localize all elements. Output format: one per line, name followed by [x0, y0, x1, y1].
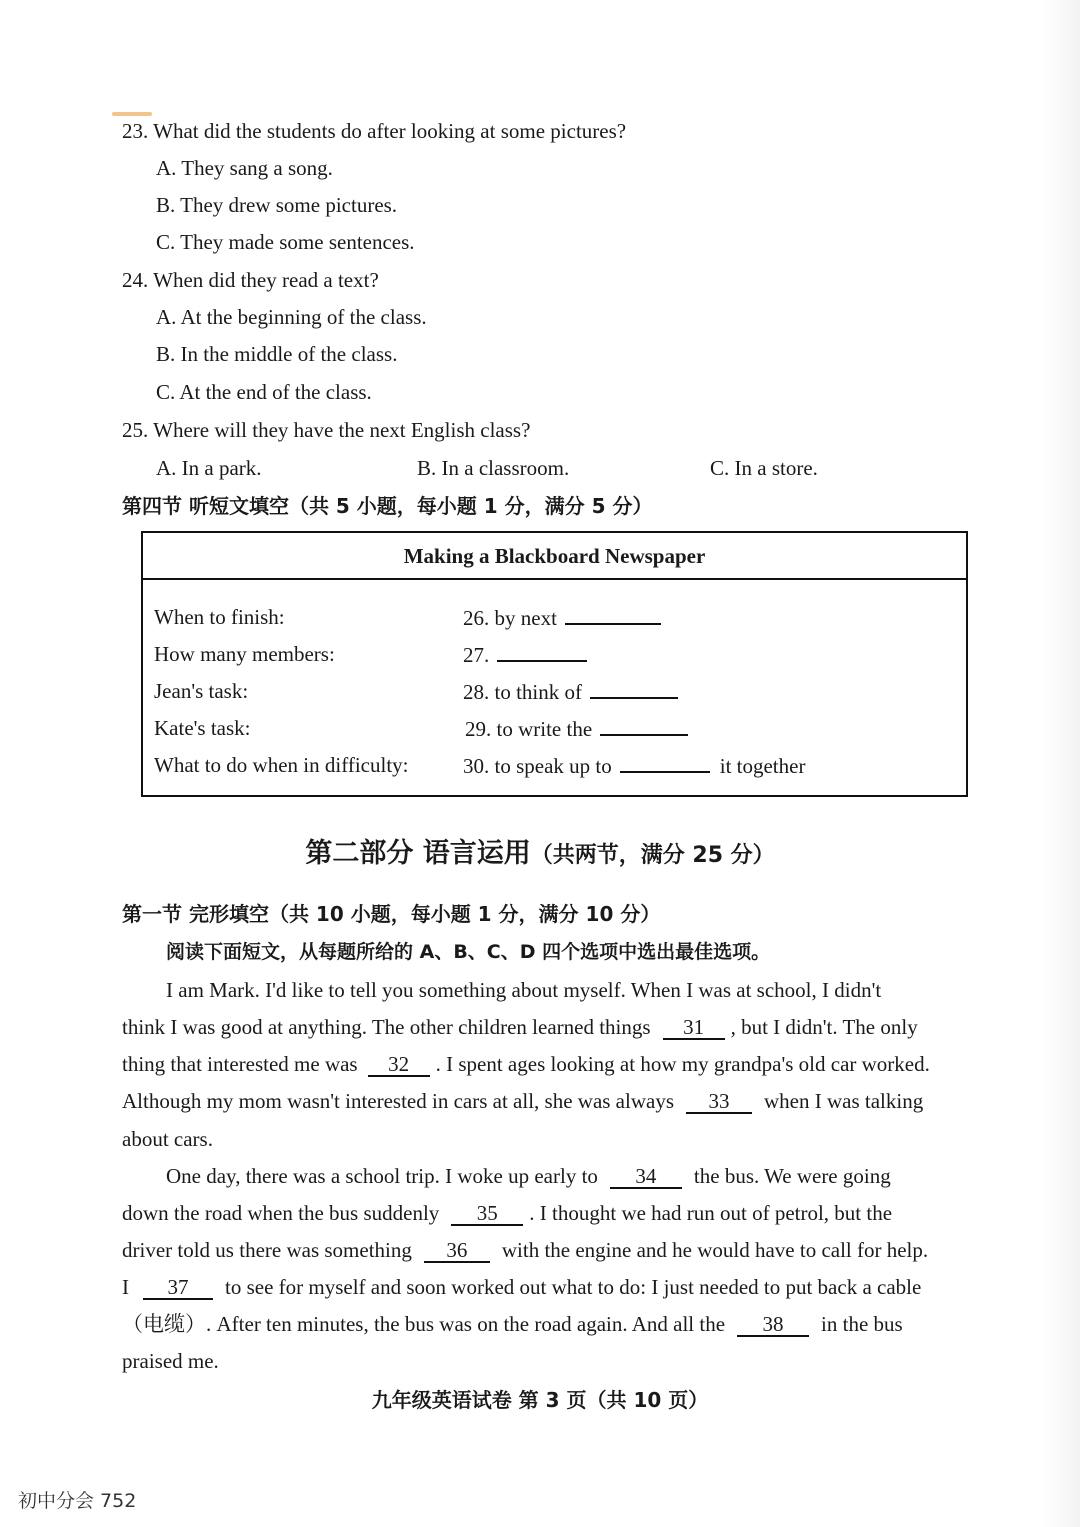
- passage-text: when I was talking: [764, 1089, 924, 1113]
- question-23: 23. What did the students do after looking at some pictures?: [122, 119, 627, 143]
- passage-text: driver told us there was something: [122, 1238, 412, 1262]
- passage-line-9: [122, 1274, 921, 1300]
- section4-title: 第四节 听短文填空（共 5 小题，每小题 1 分，满分 5 分）: [122, 494, 653, 518]
- item-30-after: it together: [719, 754, 806, 778]
- part2-main: 第二部分 语言运用: [305, 838, 531, 869]
- part2-sub: （共两节，满分 25 分）: [530, 843, 775, 868]
- passage-line-6: [166, 1163, 891, 1189]
- table-label-2: How many members:: [154, 642, 335, 666]
- passage-text: in the bus: [821, 1312, 903, 1336]
- blank-28: [590, 679, 678, 699]
- q23-option-c: C. They made some sentences.: [156, 230, 415, 254]
- table-title: Making a Blackboard Newspaper: [143, 533, 966, 580]
- passage-text: . I thought we had run out of petrol, but the: [529, 1201, 893, 1225]
- table-label-1: When to finish:: [154, 605, 285, 629]
- passage-line-3: [122, 1051, 930, 1077]
- item-30-text: 30. to speak up to: [463, 754, 612, 778]
- watermark-text: 初中分会 752: [18, 1490, 137, 1512]
- table-item-30: [463, 753, 805, 779]
- q23-option-b: B. They drew some pictures.: [156, 193, 398, 217]
- page-edge-shadow: [1040, 0, 1080, 1527]
- passage-text: . I spent ages looking at how my grandpa's old car worked.: [435, 1052, 930, 1076]
- passage-line-11: praised me.: [122, 1349, 219, 1373]
- table-item-29: [465, 716, 688, 742]
- passage-line-2: [122, 1014, 918, 1040]
- q24-option-a: A. At the beginning of the class.: [156, 305, 427, 329]
- passage-text: （电缆）. After ten minutes, the bus was on the road again. And all the: [122, 1312, 726, 1336]
- table-label-3: Jean's task:: [154, 679, 249, 703]
- blank-32: 32: [368, 1053, 430, 1077]
- blank-30: [620, 753, 710, 773]
- item-28-text: 28. to think of: [463, 680, 582, 704]
- q24-option-b: B. In the middle of the class.: [156, 342, 398, 366]
- page-footer: 九年级英语试卷 第 3 页（共 10 页）: [371, 1388, 709, 1412]
- section1-title: 第一节 完形填空（共 10 小题，每小题 1 分，满分 10 分）: [122, 902, 661, 926]
- blank-27: [497, 642, 587, 662]
- question-24: 24. When did they read a text?: [122, 268, 379, 292]
- passage-line-1: I am Mark. I'd like to tell you something about myself. When I was at school, I didn't: [166, 978, 882, 1002]
- passage-line-7: [122, 1200, 892, 1226]
- blank-29: [600, 716, 688, 736]
- question-25: 25. Where will they have the next English class?: [122, 418, 531, 442]
- passage-text: One day, there was a school trip. I woke up early to: [166, 1164, 598, 1188]
- passage-text: I: [122, 1275, 129, 1299]
- passage-line-8: [122, 1237, 928, 1263]
- passage-text: to see for myself and soon worked out what to do: I just needed to put back a cable: [225, 1275, 922, 1299]
- note-table: [141, 531, 968, 797]
- q25-option-a: A. In a park.: [156, 456, 262, 480]
- blank-34: 34: [610, 1165, 682, 1189]
- q23-option-a: A. They sang a song.: [156, 156, 333, 180]
- q25-option-b: B. In a classroom.: [417, 456, 570, 480]
- passage-text: with the engine and he would have to call for help.: [501, 1238, 929, 1262]
- blank-33: 33: [686, 1090, 752, 1114]
- blank-26: [565, 605, 661, 625]
- blank-38: 38: [737, 1313, 809, 1337]
- highlight-mark: [112, 112, 152, 116]
- passage-line-5: about cars.: [122, 1127, 213, 1151]
- passage-text: think I was good at anything. The other children learned things: [122, 1015, 651, 1039]
- passage-text: down the road when the bus suddenly: [122, 1201, 440, 1225]
- table-label-5: What to do when in difficulty:: [154, 753, 409, 777]
- table-item-27: [463, 642, 587, 668]
- table-item-28: [463, 679, 678, 705]
- blank-36: 36: [424, 1239, 490, 1263]
- blank-31: 31: [663, 1016, 725, 1040]
- table-item-26: [463, 605, 661, 631]
- passage-text: Although my mom wasn't interested in cars at all, she was always: [122, 1089, 674, 1113]
- passage-text: the bus. We were going: [693, 1164, 891, 1188]
- item-26-text: 26. by next: [463, 606, 557, 630]
- blank-35: 35: [451, 1202, 523, 1226]
- passage-text: , but I didn't. The only: [730, 1015, 918, 1039]
- q25-option-c: C. In a store.: [710, 456, 818, 480]
- passage-line-10: [122, 1311, 903, 1337]
- table-label-4: Kate's task:: [154, 716, 251, 740]
- passage-text: thing that interested me was: [122, 1052, 358, 1076]
- blank-37: 37: [143, 1276, 213, 1300]
- q24-option-c: C. At the end of the class.: [156, 380, 372, 404]
- item-27-text: 27.: [463, 643, 490, 667]
- item-29-text: 29. to write the: [465, 717, 593, 741]
- part2-title: [0, 831, 1080, 870]
- section1-instruction: 阅读下面短文，从每题所给的 A、B、C、D 四个选项中选出最佳选项。: [166, 941, 771, 963]
- passage-line-4: [122, 1088, 923, 1114]
